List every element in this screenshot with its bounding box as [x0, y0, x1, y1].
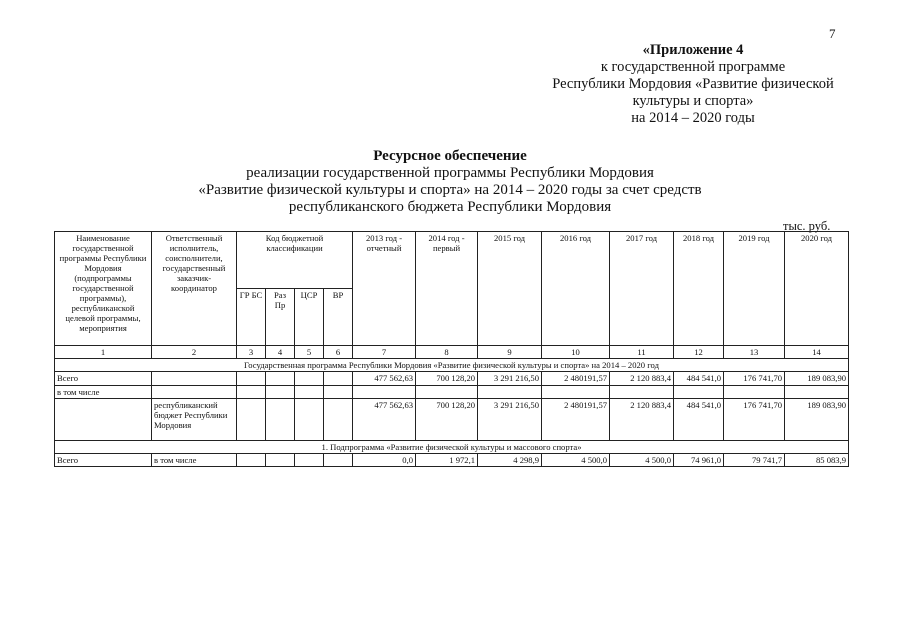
empty-cell	[152, 372, 237, 386]
appendix-line-2: к государственной программе	[600, 59, 786, 75]
column-number: 7	[353, 346, 416, 359]
value-cell: 189 083,90	[785, 372, 849, 386]
empty-cell	[295, 372, 324, 386]
resource-table	[54, 231, 849, 467]
header-2016: 2016 год	[542, 232, 610, 346]
heading-line-3: «Развитие физической культуры и спорта» на 2014 – 2020 годы за счет средств	[198, 182, 702, 198]
empty-cell	[266, 386, 295, 399]
header-2020: 2020 год	[785, 232, 849, 346]
value-cell: 700 128,20	[416, 399, 478, 441]
table-row	[55, 454, 849, 467]
empty-cell	[266, 372, 295, 386]
table-row	[55, 399, 849, 441]
header-2013: 2013 год - отчетный	[353, 232, 416, 346]
document-heading	[150, 148, 750, 216]
value-cell: 1 972,1	[416, 454, 478, 467]
value-cell: 74 961,0	[674, 454, 724, 467]
value-cell: 3 291 216,50	[478, 399, 542, 441]
empty-cell	[266, 399, 295, 441]
value-cell: 3 291 216,50	[478, 372, 542, 386]
empty-cell	[324, 386, 353, 399]
subprogram-title-row	[55, 441, 849, 454]
program-title: Государственная программа Республики Мордовия «Развитие физической культуры и спорта» на 2014 – 2020 год	[55, 359, 849, 372]
value-cell: 2 120 883,4	[610, 372, 674, 386]
empty-cell	[416, 386, 478, 399]
header-razpr: Раз Пр	[266, 289, 295, 346]
column-number: 5	[295, 346, 324, 359]
empty-cell	[152, 386, 237, 399]
header-vr: ВР	[324, 289, 353, 346]
value-cell: 477 562,63	[353, 372, 416, 386]
executor-cell: республиканский бюджет Республики Мордовия	[152, 399, 237, 441]
column-number: 12	[674, 346, 724, 359]
value-cell: 2 480191,57	[542, 372, 610, 386]
row-label: в том числе	[55, 386, 152, 399]
value-cell: 4 298,9	[478, 454, 542, 467]
value-cell: 176 741,70	[724, 399, 785, 441]
column-number: 1	[55, 346, 152, 359]
column-number: 4	[266, 346, 295, 359]
row-label: Всего	[55, 454, 152, 467]
header-executor: Ответственный исполнитель, соисполнители, государственный заказчик-координатор	[152, 232, 237, 346]
empty-cell	[478, 386, 542, 399]
empty-cell	[266, 454, 295, 467]
heading-title: Ресурсное обеспечение	[373, 148, 527, 164]
column-number: 6	[324, 346, 353, 359]
value-cell: 4 500,0	[542, 454, 610, 467]
empty-cell	[237, 399, 266, 441]
value-cell: 484 541,0	[674, 372, 724, 386]
appendix-line-5: на 2014 – 2020 годы	[631, 110, 755, 126]
subprogram-title: 1. Подпрограмма «Развитие физической культуры и массового спорта»	[55, 441, 849, 454]
value-cell: 189 083,90	[785, 399, 849, 441]
table-row	[55, 386, 849, 399]
value-cell: 0,0	[353, 454, 416, 467]
value-cell: 484 541,0	[674, 399, 724, 441]
heading-line-4: республиканского бюджета Республики Мордовия	[288, 199, 612, 215]
row-label: Всего	[55, 372, 152, 386]
column-number: 2	[152, 346, 237, 359]
empty-cell	[237, 454, 266, 467]
empty-cell	[237, 372, 266, 386]
column-number: 3	[237, 346, 266, 359]
empty-cell	[295, 454, 324, 467]
value-cell: 176 741,70	[724, 372, 785, 386]
executor-cell: в том числе	[152, 454, 237, 467]
empty-cell	[542, 386, 610, 399]
header-grbs: ГР БС	[237, 289, 266, 346]
empty-cell	[55, 399, 152, 441]
program-title-row	[55, 359, 849, 372]
empty-cell	[324, 454, 353, 467]
empty-cell	[353, 386, 416, 399]
empty-cell	[785, 386, 849, 399]
value-cell: 2 120 883,4	[610, 399, 674, 441]
value-cell: 79 741,7	[724, 454, 785, 467]
header-name: Наименование государственной программы Республики Мордовия (подпрограммы государственной программы), республиканской целевой программы, мероприятия	[55, 232, 152, 346]
value-cell: 700 128,20	[416, 372, 478, 386]
empty-cell	[237, 386, 266, 399]
appendix-line-1: «Приложение 4	[642, 42, 744, 58]
value-cell: 2 480191,57	[542, 399, 610, 441]
header-2014: 2014 год - первый	[416, 232, 478, 346]
empty-cell	[674, 386, 724, 399]
empty-cell	[724, 386, 785, 399]
empty-cell	[295, 386, 324, 399]
header-2018: 2018 год	[674, 232, 724, 346]
value-cell: 4 500,0	[610, 454, 674, 467]
header-2015: 2015 год	[478, 232, 542, 346]
appendix-header	[528, 42, 858, 127]
empty-cell	[324, 372, 353, 386]
header-budget-code: Код бюджетной классификации	[237, 232, 353, 289]
value-cell: 85 083,9	[785, 454, 849, 467]
column-number: 9	[478, 346, 542, 359]
header-csr: ЦСР	[295, 289, 324, 346]
column-number: 10	[542, 346, 610, 359]
column-number: 8	[416, 346, 478, 359]
column-number: 13	[724, 346, 785, 359]
table-row	[55, 372, 849, 386]
empty-cell	[295, 399, 324, 441]
column-number: 14	[785, 346, 849, 359]
header-2019: 2019 год	[724, 232, 785, 346]
value-cell: 477 562,63	[353, 399, 416, 441]
header-2017: 2017 год	[610, 232, 674, 346]
appendix-line-3: Республики Мордовия «Развитие физической	[552, 76, 834, 92]
heading-line-2: реализации государственной программы Республики Мордовия	[246, 165, 654, 181]
empty-cell	[610, 386, 674, 399]
column-number: 11	[610, 346, 674, 359]
column-number-row	[55, 346, 849, 359]
empty-cell	[324, 399, 353, 441]
page-number: 7	[829, 26, 836, 41]
unit-label: тыс. руб.	[783, 219, 831, 233]
appendix-line-4: культуры и спорта»	[632, 93, 754, 109]
header-row	[55, 232, 849, 289]
